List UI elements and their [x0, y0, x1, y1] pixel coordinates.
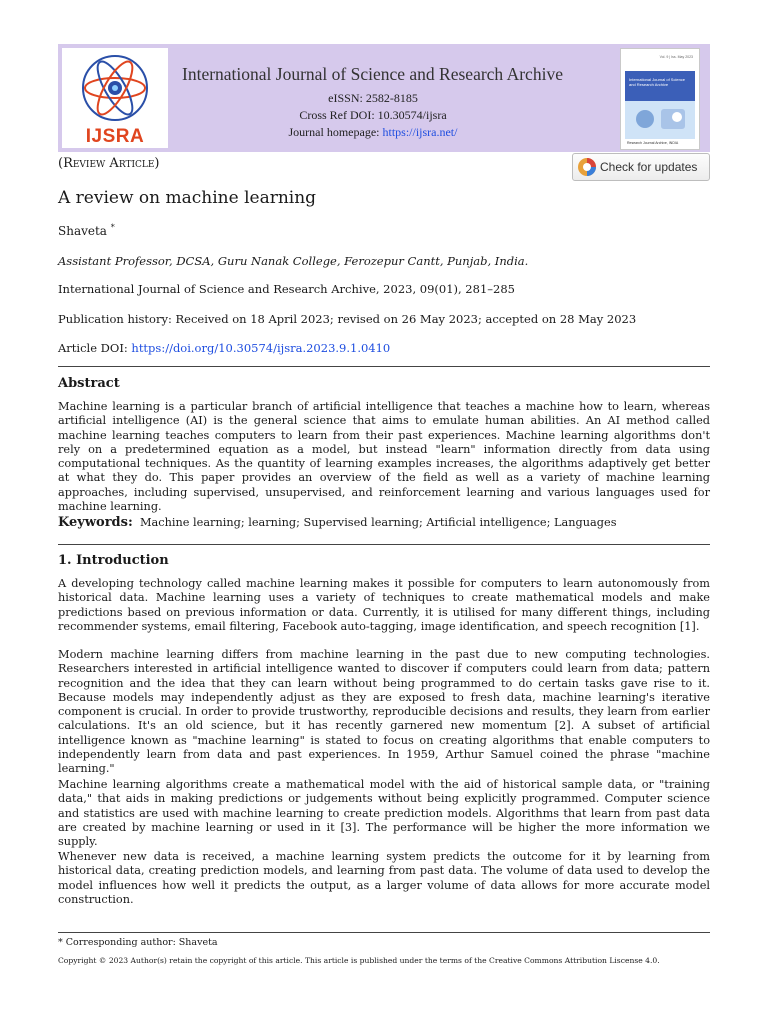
- keywords: [58, 515, 617, 530]
- logo-text: IJSRA: [85, 126, 145, 147]
- check-updates-icon: [577, 157, 597, 177]
- article-title: A review on machine learning: [58, 188, 317, 208]
- affiliation: Assistant Professor, DCSA, Guru Nanak College, Ferozepur Cantt, Punjab, India.: [58, 254, 529, 268]
- intro-top-rule: [58, 544, 710, 545]
- atom-icon: [75, 50, 155, 128]
- abstract-text: Machine learning is a particular branch of artificial intelligence that teaches a machine how to learn, whereas artificial intelligence (AI) is the general science that aims to emulate human abilities. An AI method called machine learning teaches computers to learn from their past experiences. Machine learning algorithms don't rely on a predetermined equation as a model, but instead "learn" information directly from data using computational techniques. As the quantity of learning examples increases, the algorithms adaptively get better at what they do. This paper provides an overview of the field as well as a variety of machine learning approaches, including supervised, unsupervised, and reinforcement learning and various languages used for machine learning.: [58, 400, 710, 514]
- crossref-doi: Cross Ref DOI: 10.30574/ijsra: [299, 108, 447, 122]
- homepage-label: Journal homepage:: [288, 125, 383, 139]
- abstract-heading: Abstract: [58, 376, 120, 391]
- author-name: Shaveta: [58, 224, 107, 238]
- citation: International Journal of Science and Research Archive, 2023, 09(01), 281–285: [58, 282, 515, 296]
- corresponding-author-footnote: * Corresponding author: Shaveta: [58, 937, 218, 948]
- cover-footer: Research Journal Archive, INDIA: [627, 141, 679, 145]
- journal-logo: [62, 48, 168, 148]
- journal-name: International Journal of Science and Research Archive: [182, 64, 563, 84]
- article-doi: [58, 341, 390, 355]
- abstract-top-rule: [58, 366, 710, 367]
- cover-title: International Journal of Science and Research Archive: [629, 77, 686, 87]
- paragraph: A developing technology called machine learning makes it possible for computers to learn autonomously from historical data. Machine learning uses a variety of techniques to create mathematical models and make predictions based on previous information or data. Currently, it is utilised for many different things, including recommender systems, email filtering, Facebook auto-tagging, image identification, and speech recognition [1].: [58, 577, 710, 633]
- intro-heading: 1. Introduction: [58, 553, 169, 568]
- check-for-updates-button[interactable]: [572, 153, 710, 181]
- author-mark: *: [110, 223, 115, 232]
- journal-cover: [620, 48, 700, 150]
- publication-history: Publication history: Received on 18 April 2023; revised on 26 May 2023; accepted on 28 May 2023: [58, 312, 637, 326]
- journal-homepage: [208, 125, 538, 140]
- check-updates-label: Check for updates: [600, 160, 698, 174]
- paragraph: Machine learning algorithms create a mathematical model with the aid of historical sample data, or "training data," that aids in making predictions or judgements without being explicitly programmed. Computer science and statistics are used with machine learning to create prediction models. Algorithms that learn from past data are created by machine learning or used in it [3]. The performance will be higher the more information we supply.: [58, 778, 710, 849]
- paragraph: Whenever new data is received, a machine learning system predicts the outcome for it by learning from historical data, creating prediction models, and learning from past data. The volume of data used to develop the model influences how well it predicts the output, as a larger volume of data allows for more accurate model construction.: [58, 850, 710, 906]
- author: [58, 223, 115, 238]
- doi-link[interactable]: https://doi.org/10.30574/ijsra.2023.9.1.0410: [131, 341, 391, 355]
- paragraph: Modern machine learning differs from machine learning in the past due to new computing technologies. Researchers interested in artificial intelligence wanted to discover if computers could learn from data; pattern recognition and the idea that they can learn without being programmed to do certain tasks gave rise to it. Because models may independently adjust as they are exposed to fresh data, machine learning's iterative component is crucial. In order to provide trustworthy, reproducible decisions and results, they learn from earlier calculations. It's an old science, but it has recently garnered new momentum [2]. A subset of artificial intelligence known as "machine learning" is stated to focus on creating algorithms that enable computers to independently learn from data and past experiences. In 1959, Arthur Samuel coined the phrase "machine learning.": [58, 648, 710, 776]
- eissn: eISSN: 2582-8185: [328, 91, 418, 105]
- keywords-text: Machine learning; learning; Supervised learning; Artificial intelligence; Languages: [139, 516, 617, 529]
- journal-header: [58, 44, 710, 152]
- copyright-notice: Copyright © 2023 Author(s) retain the copyright of this article. This article is published under the terms of the Creative Commons Attribution Liscense 4.0.: [58, 956, 660, 965]
- cover-issue: Vol. 9 | Iss. May 2023: [659, 55, 693, 59]
- article-type: (Review Article): [58, 156, 160, 171]
- doi-label: Article DOI:: [58, 341, 132, 355]
- homepage-link[interactable]: https://ijsra.net/: [382, 125, 458, 139]
- footnote-rule: [58, 932, 710, 933]
- keywords-label: Keywords:: [58, 515, 133, 530]
